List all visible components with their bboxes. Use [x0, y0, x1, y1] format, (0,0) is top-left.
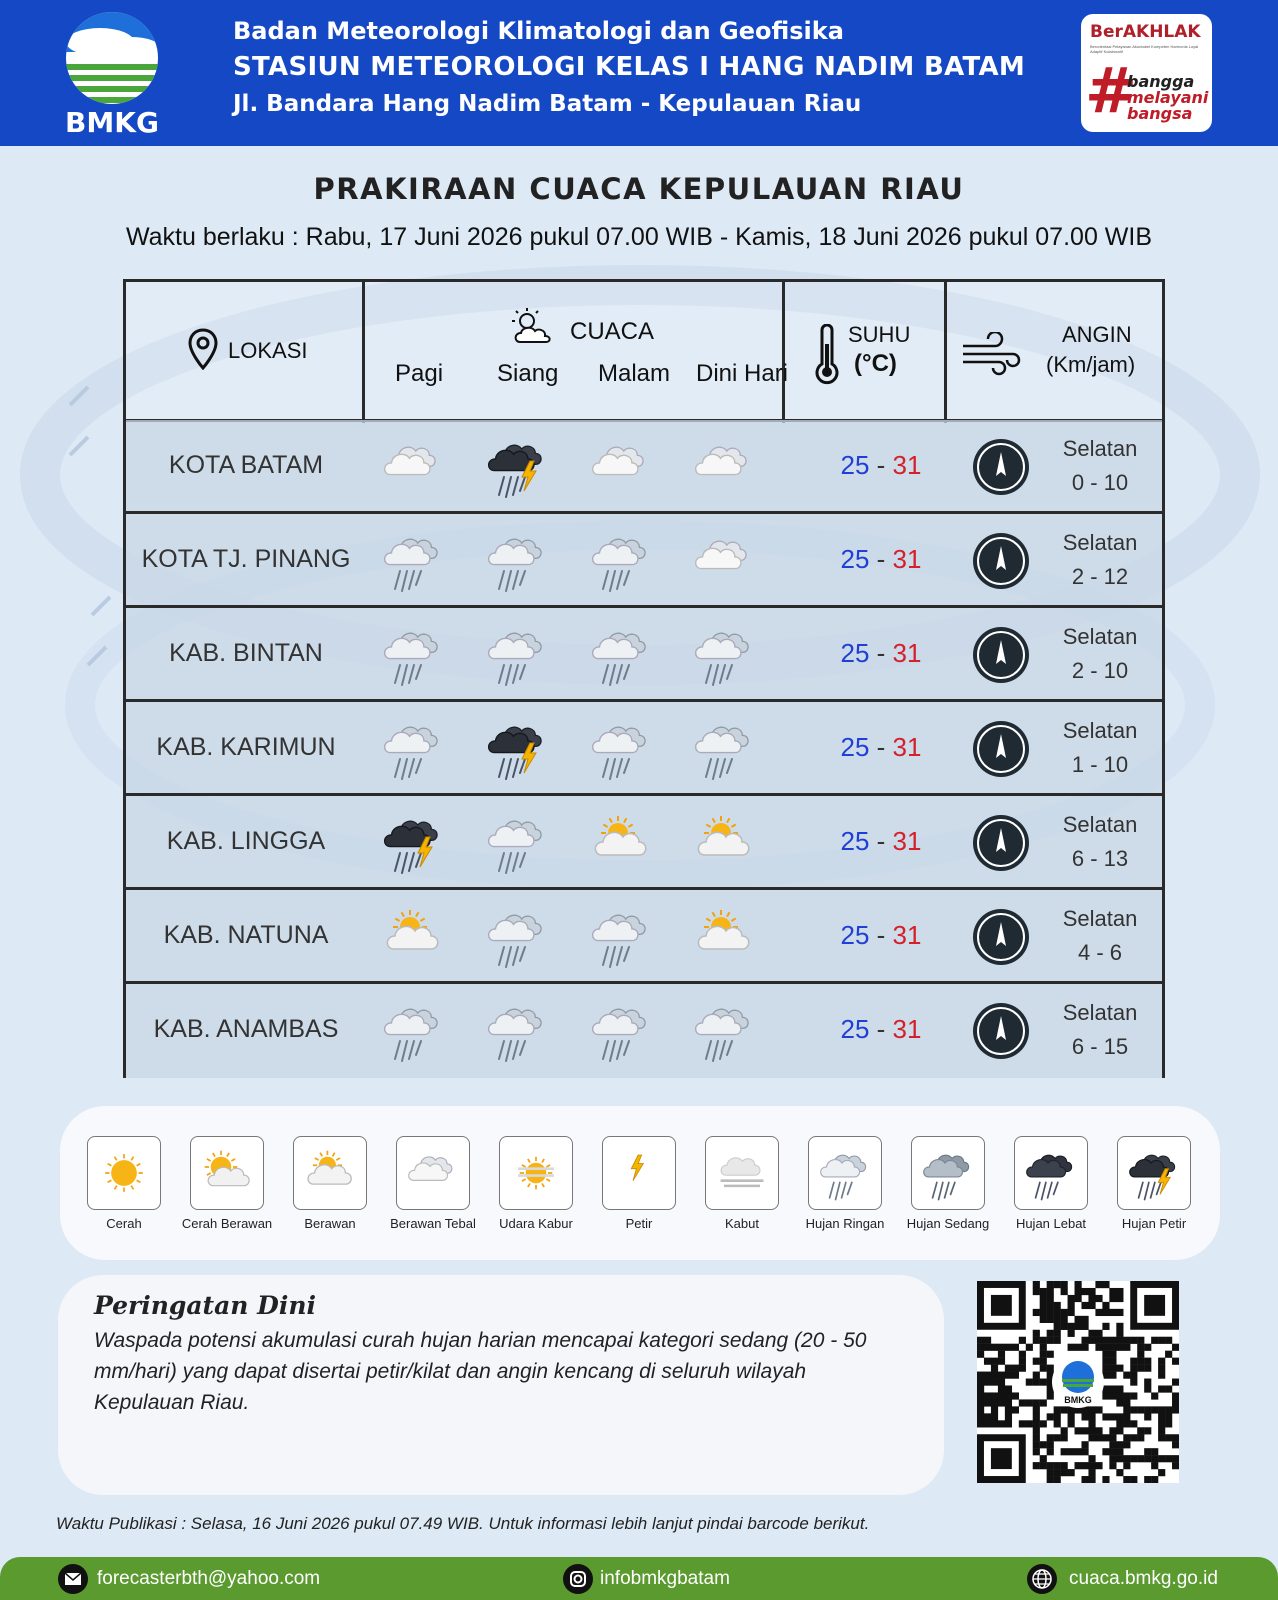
compass-icon — [972, 1002, 1030, 1060]
bmkg-logo-icon — [58, 12, 166, 112]
hujan-ringan-icon — [378, 619, 448, 689]
row-location: KOTA BATAM — [168, 451, 324, 479]
header-temp-unit: (°C) — [854, 350, 897, 377]
wind-speed: 1 - 10 — [1071, 752, 1129, 777]
legend-item — [383, 1136, 483, 1231]
row-temperature — [806, 890, 956, 981]
row-temperature — [806, 420, 956, 511]
hujan-petir-icon — [1124, 1143, 1184, 1203]
hujan-ringan-icon — [586, 995, 656, 1065]
badge-subtitle: Berorientasi Pelayanan Akuntabel Kompeten Harmonis Loyal Adaptif Kolaboratif — [1090, 44, 1199, 54]
hujan-lebat-icon — [1021, 1143, 1081, 1203]
header-temp-label: SUHU — [848, 322, 911, 347]
row-wind — [1040, 996, 1160, 1064]
berawan-icon — [689, 807, 759, 877]
period-malam: Malam — [598, 360, 671, 387]
header-weather: CUACA — [570, 318, 655, 345]
legend-item — [280, 1136, 380, 1231]
temp-min: 25 — [840, 732, 870, 762]
berawan-icon — [300, 1143, 360, 1203]
legend-item — [589, 1136, 689, 1231]
temp-max: 31 — [892, 638, 922, 668]
wind-speed: 0 - 10 — [1071, 470, 1129, 495]
wind-speed: 6 - 15 — [1071, 1034, 1129, 1059]
legend-label: Cerah — [106, 1216, 142, 1231]
legend-item — [795, 1136, 895, 1231]
berawan-icon — [689, 901, 759, 971]
header-wind-unit: (Km/jam) — [1046, 352, 1136, 377]
weather-legend — [60, 1106, 1220, 1260]
temp-separator: - — [869, 1014, 893, 1044]
legend-item — [898, 1136, 998, 1231]
row-location: KAB. LINGGA — [166, 827, 326, 855]
legend-label: Kabut — [725, 1216, 759, 1231]
legend-label: Berawan — [304, 1216, 356, 1231]
row-temperature — [806, 608, 956, 699]
publication-time: Waktu Publikasi : Selasa, 16 Juni 2026 pukul 07.49 WIB. Untuk informasi lebih lanjut pindai barcode berikut. — [56, 1514, 870, 1533]
logo-text: BMKG — [65, 106, 159, 139]
legend-label: Udara Kabur — [499, 1216, 573, 1231]
row-wind — [1040, 808, 1160, 876]
kabut-icon — [712, 1143, 772, 1203]
table-row — [123, 608, 1165, 702]
hashtag-icon: # — [1085, 54, 1137, 127]
legend-item — [486, 1136, 586, 1231]
legend-label: Hujan Sedang — [906, 1216, 990, 1231]
row-location: KOTA TJ. PINANG — [141, 545, 351, 573]
footer-email[interactable]: forecasterbth@yahoo.com — [97, 1568, 321, 1589]
temp-max: 31 — [892, 1014, 922, 1044]
hujan-ringan-icon — [482, 619, 552, 689]
temp-max: 31 — [892, 732, 922, 762]
petir-icon — [609, 1143, 669, 1203]
legend-item — [1104, 1136, 1204, 1231]
legend-label: Hujan Petir — [1121, 1216, 1187, 1231]
page-title: PRAKIRAAN CUACA KEPULAUAN RIAU — [313, 172, 965, 206]
table-header — [123, 279, 1165, 422]
temp-separator: - — [869, 732, 893, 762]
email-icon — [58, 1564, 88, 1594]
legend-label: Berawan Tebal — [390, 1216, 476, 1231]
berawan-tebal-icon — [378, 431, 448, 501]
qr-code[interactable] — [977, 1281, 1179, 1483]
hujan-sedang-icon — [918, 1143, 978, 1203]
temp-max: 31 — [892, 920, 922, 950]
row-wind — [1040, 714, 1160, 782]
hujan-ringan-icon — [482, 995, 552, 1065]
wind-icon — [961, 332, 1021, 376]
row-wind — [1040, 526, 1160, 594]
row-location: KAB. ANAMBAS — [153, 1015, 339, 1043]
legend-item — [74, 1136, 174, 1231]
qr-code-image — [977, 1281, 1179, 1483]
hujan-ringan-icon — [586, 525, 656, 595]
footer-instagram[interactable]: infobmkgbatam — [600, 1568, 730, 1589]
table-row — [123, 984, 1165, 1078]
wind-speed: 6 - 13 — [1071, 846, 1129, 871]
legend-item — [692, 1136, 792, 1231]
warning-text: Waspada potensi akumulasi curah hujan harian mencapai kategori sedang (20 - 50 mm/hari) yang dapat disertai petir/kilat dan angin kencang di seluruh wilayah Kepulauan Riau. — [94, 1329, 867, 1414]
station-address: Jl. Bandara Hang Nadim Batam - Kepulauan Riau — [233, 91, 862, 117]
hujan-petir-icon — [482, 431, 552, 501]
row-wind — [1040, 620, 1160, 688]
compass-icon — [972, 720, 1030, 778]
temp-min: 25 — [840, 544, 870, 574]
footer-bar — [0, 1557, 1278, 1600]
warning-title: Peringatan Dini — [94, 1291, 317, 1320]
legend-label: Hujan Lebat — [1015, 1216, 1087, 1231]
station-name: STASIUN METEOROLOGI KELAS I HANG NADIM BATAM — [233, 52, 1026, 82]
period-siang: Siang — [497, 360, 559, 387]
temp-min: 25 — [840, 1014, 870, 1044]
hujan-ringan-icon — [689, 619, 759, 689]
qr-logo-text: BMKG — [1064, 1395, 1092, 1405]
hujan-ringan-icon — [689, 713, 759, 783]
table-row — [123, 890, 1165, 984]
validity-period: Waktu berlaku : Rabu, 17 Juni 2026 pukul 07.00 WIB - Kamis, 18 Juni 2026 pukul 07.00 WIB — [125, 223, 1153, 251]
legend-label: Cerah Berawan — [181, 1216, 273, 1231]
wind-direction: Selatan — [1062, 718, 1138, 743]
wind-speed: 2 - 12 — [1071, 564, 1129, 589]
row-wind — [1040, 432, 1160, 500]
berawan-icon — [586, 807, 656, 877]
berawan-tebal-icon — [689, 525, 759, 595]
hujan-ringan-icon — [482, 525, 552, 595]
temp-max: 31 — [892, 544, 922, 574]
udara-kabur-icon — [506, 1143, 566, 1203]
wind-speed: 2 - 10 — [1071, 658, 1129, 683]
compass-icon — [972, 532, 1030, 590]
legend-item — [177, 1136, 277, 1231]
compass-icon — [972, 814, 1030, 872]
header-wind-label: ANGIN — [1062, 322, 1132, 347]
early-warning-box — [58, 1275, 944, 1495]
cerah-icon — [94, 1143, 154, 1203]
badge-word-1: bangga — [1127, 72, 1195, 91]
compass-icon — [972, 626, 1030, 684]
header-location: LOKASI — [228, 338, 308, 363]
berawan-tebal-icon — [586, 431, 656, 501]
temp-min: 25 — [840, 450, 870, 480]
hujan-ringan-icon — [482, 807, 552, 877]
thermometer-icon — [812, 324, 842, 386]
hujan-petir-icon — [378, 807, 448, 877]
wind-speed: 4 - 6 — [1077, 940, 1123, 965]
temp-separator: - — [869, 920, 893, 950]
legend-item — [1001, 1136, 1101, 1231]
hujan-ringan-icon — [378, 525, 448, 595]
badge-title: BerAKHLAK — [1090, 22, 1201, 42]
badge-word-2: melayani — [1127, 88, 1209, 107]
legend-label: Petir — [625, 1216, 653, 1231]
row-location: KAB. NATUNA — [163, 921, 329, 949]
temp-min: 25 — [840, 638, 870, 668]
temp-separator: - — [869, 544, 893, 574]
badge-word-3: bangsa — [1127, 104, 1193, 123]
table-row — [123, 796, 1165, 890]
hujan-ringan-icon — [378, 995, 448, 1065]
temp-max: 31 — [892, 826, 922, 856]
wind-direction: Selatan — [1062, 906, 1138, 931]
wind-direction: Selatan — [1062, 1000, 1138, 1025]
legend-label: Hujan Ringan — [805, 1216, 885, 1231]
temp-separator: - — [869, 826, 893, 856]
row-temperature — [806, 514, 956, 605]
berakhlak-badge — [1081, 14, 1212, 132]
period-pagi: Pagi — [395, 360, 444, 387]
berawan-icon — [378, 901, 448, 971]
temp-min: 25 — [840, 920, 870, 950]
row-temperature — [806, 796, 956, 887]
agency-name: Badan Meteorologi Klimatologi dan Geofisika — [233, 17, 844, 45]
compass-icon — [972, 908, 1030, 966]
temp-max: 31 — [892, 450, 922, 480]
wind-direction: Selatan — [1062, 436, 1138, 461]
instagram-icon — [563, 1564, 593, 1594]
hujan-ringan-icon — [815, 1143, 875, 1203]
row-temperature — [806, 984, 956, 1075]
hujan-ringan-icon — [689, 995, 759, 1065]
hujan-ringan-icon — [586, 619, 656, 689]
temp-separator: - — [869, 450, 893, 480]
hujan-ringan-icon — [586, 713, 656, 783]
header-bar — [0, 0, 1278, 146]
temp-min: 25 — [840, 826, 870, 856]
footer-website[interactable]: cuaca.bmkg.go.id — [1069, 1568, 1218, 1589]
temp-separator: - — [869, 638, 893, 668]
row-location: KAB. BINTAN — [169, 639, 323, 667]
hujan-ringan-icon — [378, 713, 448, 783]
wind-direction: Selatan — [1062, 624, 1138, 649]
berawan-tebal-icon — [403, 1143, 463, 1203]
cloud-sun-icon — [510, 306, 554, 346]
cerah-berawan-icon — [197, 1143, 257, 1203]
forecast-table — [123, 279, 1165, 1081]
row-temperature — [806, 702, 956, 793]
table-row — [123, 702, 1165, 796]
berawan-tebal-icon — [689, 431, 759, 501]
hujan-petir-icon — [482, 713, 552, 783]
compass-icon — [972, 438, 1030, 496]
bmkg-logo — [58, 12, 166, 140]
table-row — [123, 514, 1165, 608]
row-location: KAB. KARIMUN — [156, 733, 336, 761]
wind-direction: Selatan — [1062, 812, 1138, 837]
globe-icon — [1027, 1564, 1057, 1594]
table-row — [123, 420, 1165, 514]
location-pin-icon — [188, 328, 218, 370]
period-dini-hari: Dini Hari — [696, 360, 789, 387]
row-wind — [1040, 902, 1160, 970]
wind-direction: Selatan — [1062, 530, 1138, 555]
hujan-ringan-icon — [482, 901, 552, 971]
hujan-ringan-icon — [586, 901, 656, 971]
